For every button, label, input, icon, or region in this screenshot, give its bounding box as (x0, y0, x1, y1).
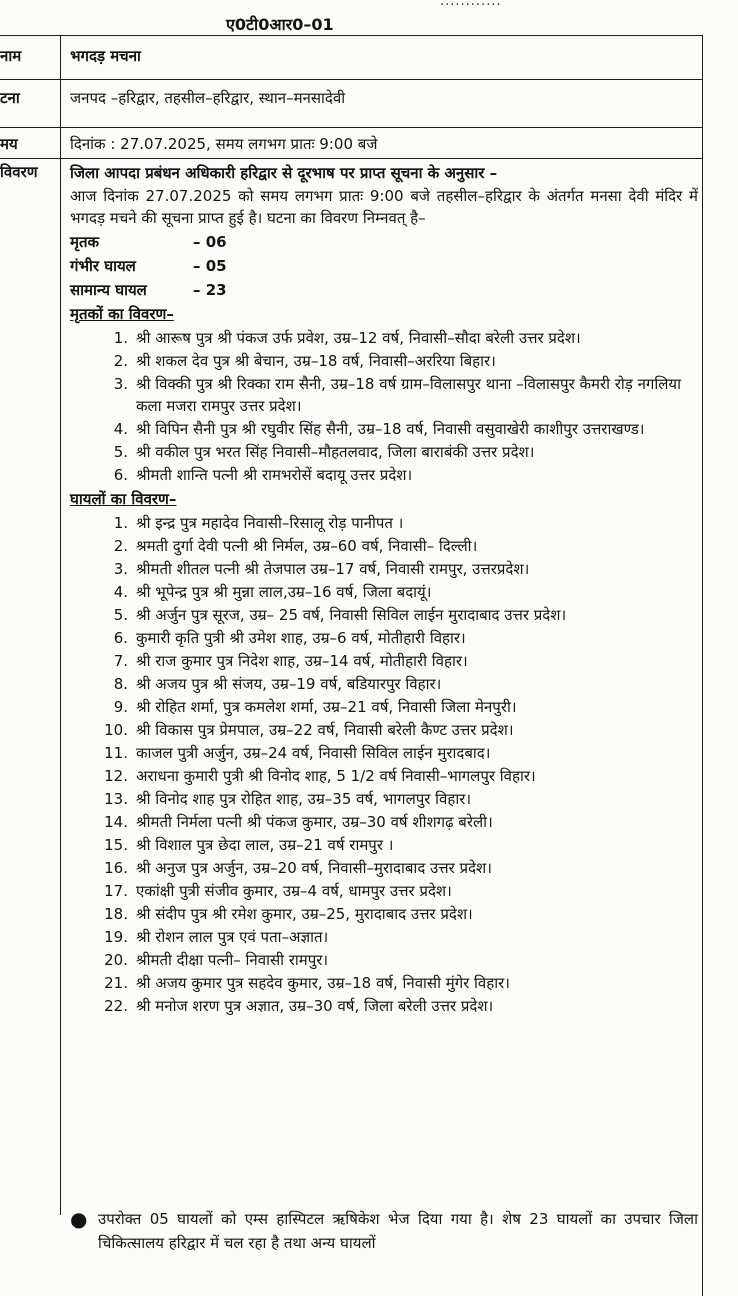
injured-heading: घायलों का विवरण– (70, 489, 177, 508)
item-text: श्री रोहित शर्मा, पुत्र कमलेश शर्मा, उम्र–21 वर्ष, निवासी जिला मेनपुरी। (136, 697, 517, 716)
injured-item (70, 834, 698, 856)
item-number: 3. (113, 374, 128, 393)
stat-value: – 23 (193, 280, 227, 299)
item-text: श्रीमती शान्ति पत्नी श्री रामभरोसें बदायू उत्तर प्रदेश। (136, 465, 413, 484)
item-text: श्री रोशन लाल पुत्र एवं पता–अज्ञात। (136, 927, 329, 946)
item-number: 6. (113, 465, 128, 484)
document-code: ए0टी0आर0–01 (226, 15, 334, 34)
injured-item (70, 604, 698, 626)
injured-item (70, 650, 698, 672)
injured-item (70, 949, 698, 971)
row-label-time: मय (0, 135, 18, 153)
item-number: 16. (104, 858, 128, 877)
injured-item (70, 627, 698, 649)
stat-value: – 05 (193, 256, 227, 275)
deceased-item (70, 327, 698, 349)
item-text: श्री वकील पुत्र भरत सिंह निवासी–मौहतलवाद, जिला बाराबंकी उत्तर प्रदेश। (136, 442, 535, 461)
item-text: श्री भूपेन्द्र पुत्र श्री मुन्ना लाल,उम्र–16 वर्ष, जिला बदायूं। (136, 582, 432, 601)
item-text: काजल पुत्री अर्जुन, उम्र–24 वर्ष, निवासी सिविल लाईन मुरादबाद। (136, 743, 491, 762)
item-text: श्री अजय पुत्र श्री संजय, उम्र–19 वर्ष, बडियारपुर विहार। (136, 674, 442, 693)
stat-value: – 06 (193, 232, 227, 251)
item-text: श्री अर्जुन पुत्र सूरज, उम्र– 25 वर्ष, निवासी सिविल लाईन मुरादाबाद उत्तर प्रदेश। (136, 605, 567, 624)
table-column-divider (60, 35, 61, 1215)
item-text: श्री विकास पुत्र प्रेमपाल, उम्र–22 वर्ष, निवासी बरेली कैण्ट उत्तर प्रदेश। (136, 720, 514, 739)
item-number: 17. (104, 881, 128, 900)
item-number: 14. (104, 812, 128, 831)
deceased-heading: मृतकों का विवरण– (70, 304, 174, 323)
injured-item (70, 696, 698, 718)
cut-off-header-text: ............ (440, 0, 502, 9)
item-number: 19. (104, 927, 128, 946)
row-divider (0, 127, 702, 128)
item-number: 15. (104, 835, 128, 854)
incident-name: भगदड़ मचना (70, 47, 141, 65)
stat-row (70, 230, 698, 254)
item-number: 21. (104, 973, 128, 992)
injured-item (70, 581, 698, 603)
deceased-item (70, 418, 698, 440)
injured-item (70, 765, 698, 787)
deceased-item (70, 464, 698, 486)
injured-item (70, 535, 698, 557)
stat-label: मृतक (70, 232, 100, 251)
injured-item (70, 558, 698, 580)
item-text: श्री विक्की पुत्र श्री रिक्का राम सैनी, उम्र–18 वर्ष ग्राम–विलासपुर थाना –विलासपुर कैमरी रोड़ नगलिया कला मजरा रामपुर उत्तर प्रदेश। (136, 374, 681, 415)
item-number: 20. (104, 950, 128, 969)
item-text: श्री इन्द्र पुत्र महादेव निवासी–रिसालू रोड़ पानीपत । (136, 513, 404, 532)
item-text: श्री विपिन सैनी पुत्र श्री रघुवीर सिंह सैनी, उम्र–18 वर्ष, निवासी वसुवाखेरी काशीपुर उत्तराखण्ड। (136, 419, 645, 438)
item-text: कुमारी कृति पुत्री श्री उमेश शाह, उम्र–6 वर्ष, मोतीहारी विहार। (136, 628, 466, 647)
item-number: 8. (113, 674, 128, 693)
item-text: श्री संदीप पुत्र श्री रमेश कुमार, उम्र–25, मुरादाबाद उत्तर प्रदेश। (136, 904, 473, 923)
injured-item (70, 719, 698, 741)
injured-item (70, 880, 698, 902)
stat-row (70, 254, 698, 278)
item-text: श्री विनोद शाह पुत्र रोहित शाह, उम्र–35 वर्ष, भागलपुर विहार। (136, 789, 472, 808)
item-text: श्री विशाल पुत्र छेदा लाल, उम्र–21 वर्ष रामपुर । (136, 835, 394, 854)
item-text: श्री अनुज पुत्र अर्जुन, उम्र–20 वर्ष, निवासी–मुरादाबाद उत्तर प्रदेश। (136, 858, 492, 877)
incident-location: जनपद –हरिद्वार, तहसील–हरिद्वार, स्थान–मनसादेवी (70, 89, 346, 107)
item-number: 7. (113, 651, 128, 670)
item-number: 9. (113, 697, 128, 716)
item-number: 5. (113, 442, 128, 461)
intro-bold-line: जिला आपदा प्रबंधन अधिकारी हरिद्वार से दूरभाष पर प्राप्त सूचना के अनुसार – (70, 164, 498, 182)
item-number: 13. (104, 789, 128, 808)
injured-item (70, 903, 698, 925)
item-number: 2. (113, 351, 128, 370)
injured-item (70, 673, 698, 695)
item-text: एकांक्षी पुत्री संजीव कुमार, उम्र–4 वर्ष, धामपुर उत्तर प्रदेश। (136, 881, 452, 900)
injured-item (70, 972, 698, 994)
item-number: 3. (113, 559, 128, 578)
injured-item (70, 926, 698, 948)
item-text: श्रीमती निर्मला पत्नी श्री पंकज कुमार, उम्र–30 वर्ष शीशगढ़ बरेली। (136, 812, 493, 831)
stat-row (70, 278, 698, 302)
intro-text: आज दिनांक 27.07.2025 को समय लगभग प्रातः 9:00 बजे तहसील–हरिद्वार के अंतर्गत मनसा देवी मंदिर में भगदड़ मचने की सूचना प्राप्त हुई है। घटना का विवरण निम्नवत् है– (70, 186, 698, 227)
row-label-name: नाम (0, 47, 22, 65)
deceased-list (70, 327, 698, 486)
injured-item (70, 995, 698, 1017)
injured-item (70, 811, 698, 833)
stat-label: सामान्य घायल (70, 280, 147, 299)
item-number: 4. (113, 582, 128, 601)
bullet-dot-icon: ● (70, 1207, 88, 1231)
details-intro (70, 162, 698, 230)
item-text: श्री मनोज शरण पुत्र अज्ञात, उम्र–30 वर्ष, जिला बरेली उत्तर प्रदेश। (136, 996, 494, 1015)
item-text: अराधना कुमारी पुत्री श्री विनोद शाह, 5 1/2 वर्ष निवासी–भागलपुर विहार। (136, 766, 536, 785)
injured-item (70, 742, 698, 764)
casualty-stats (70, 230, 698, 302)
item-number: 4. (113, 419, 128, 438)
injured-list (70, 512, 698, 1017)
item-number: 12. (104, 766, 128, 785)
item-text: श्रीमती शीतल पत्नी श्री तेजपाल उम्र–17 वर्ष, निवासी रामपुर, उत्तरप्रदेश। (136, 559, 530, 578)
item-text: श्रमती दुर्गा देवी पत्नी श्री निर्मल, उम्र–60 वर्ष, निवासी– दिल्ली। (136, 536, 478, 555)
item-number: 10. (104, 720, 128, 739)
row-label-incident: टना (0, 89, 20, 107)
details-content (70, 162, 698, 1018)
item-number: 2. (113, 536, 128, 555)
deceased-item (70, 373, 698, 417)
note-bullet (70, 1207, 698, 1255)
deceased-item (70, 441, 698, 463)
row-label-details: विवरण (0, 163, 38, 181)
item-text: श्री आरूष पुत्र श्री पंकज उर्फ प्रवेश, उम्र–12 वर्ष, निवासी–सौदा बरेली उत्तर प्रदेश। (136, 328, 581, 347)
item-text: श्री अजय कुमार पुत्र सहदेव कुमार, उम्र–18 वर्ष, निवासी मुंगेर विहार। (136, 973, 510, 992)
item-text: श्रीमती दीक्षा पत्नी– निवासी रामपुर। (136, 950, 329, 969)
item-number: 1. (113, 513, 128, 532)
incident-time: दिनांक : 27.07.2025, समय लगभग प्रातः 9:00 बजे (70, 135, 378, 153)
item-text: श्री शकल देव पुत्र श्री बेचान, उम्र–18 वर्ष, निवासी–अररिया बिहार। (136, 351, 496, 370)
item-number: 22. (104, 996, 128, 1015)
injured-item (70, 857, 698, 879)
row-divider (0, 79, 702, 80)
item-number: 18. (104, 904, 128, 923)
injured-item (70, 512, 698, 534)
item-text: श्री राज कुमार पुत्र निदेश शाह, उम्र–14 वर्ष, मोतीहारी विहार। (136, 651, 468, 670)
deceased-item (70, 350, 698, 372)
stat-label: गंभीर घायल (70, 256, 136, 275)
injured-item (70, 788, 698, 810)
row-divider (0, 158, 702, 159)
item-number: 5. (113, 605, 128, 624)
item-number: 1. (113, 328, 128, 347)
note-text: उपरोक्त 05 घायलों को एम्स हास्पिटल ऋषिकेश भेज दिया गया है। शेष 23 घायलों का उपचार जिला चिकित्सालय हरिद्वार में चल रहा है तथा अन्य घायलों (98, 1210, 698, 1252)
item-number: 11. (104, 743, 128, 762)
item-number: 6. (113, 628, 128, 647)
